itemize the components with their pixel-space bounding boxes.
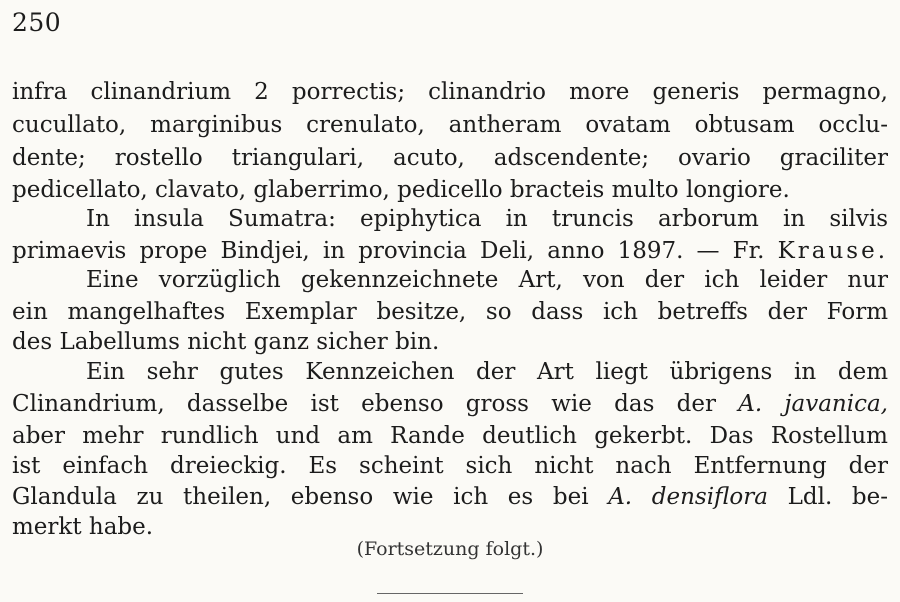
text-line: merkt habe. xyxy=(12,514,154,540)
text-line: infra clinandrium 2 porrectis; clinandrio more generis permagno, xyxy=(12,79,888,105)
text-line xyxy=(12,389,888,419)
text-segment: primaevis prope Bindjei, in provincia Deli, anno 1897. — Fr. xyxy=(12,238,765,264)
text-line: aber mehr rundlich und am Rande deutlich gekerbt. Das Rostellum xyxy=(12,423,888,449)
text-segment: Glandula zu theilen, ebenso wie ich es bei xyxy=(12,484,589,510)
page-number: 250 xyxy=(12,8,62,37)
text-line: Ein sehr gutes Kennzeichen der Art liegt übrigens in dem xyxy=(86,359,888,385)
divider-rule xyxy=(377,593,523,594)
text-line xyxy=(12,482,888,512)
collector-name: Krause. xyxy=(777,238,888,264)
species-name: A. javanica, xyxy=(738,391,888,417)
text-line: In insula Sumatra: epiphytica in truncis arborum in silvis xyxy=(86,206,888,232)
text-line: des Labellums nicht ganz sicher bin. xyxy=(12,329,440,355)
species-name: A. densiflora xyxy=(608,484,768,510)
text-line: Eine vorzüglich gekennzeichnete Art, von der ich leider nur xyxy=(86,267,888,293)
text-line: dente; rostello triangulari, acuto, adscendente; ovario graciliter xyxy=(12,145,888,171)
text-segment: Ldl. be- xyxy=(787,484,888,510)
text-segment: Clinandrium, dasselbe ist ebenso gross wie das der xyxy=(12,391,716,417)
text-line: ist einfach dreieckig. Es scheint sich nicht nach Entfernung der xyxy=(12,453,888,479)
text-line xyxy=(12,236,888,266)
continuation-note: (Fortsetzung folgt.) xyxy=(356,538,544,560)
text-line: cucullato, marginibus crenulato, antheram ovatam obtusam occlu- xyxy=(12,112,888,138)
text-line: pedicellato, clavato, glaberrimo, pedicello bracteis multo longiore. xyxy=(12,177,790,203)
text-line: ein mangelhaftes Exemplar besitze, so dass ich betreffs der Form xyxy=(12,299,888,325)
